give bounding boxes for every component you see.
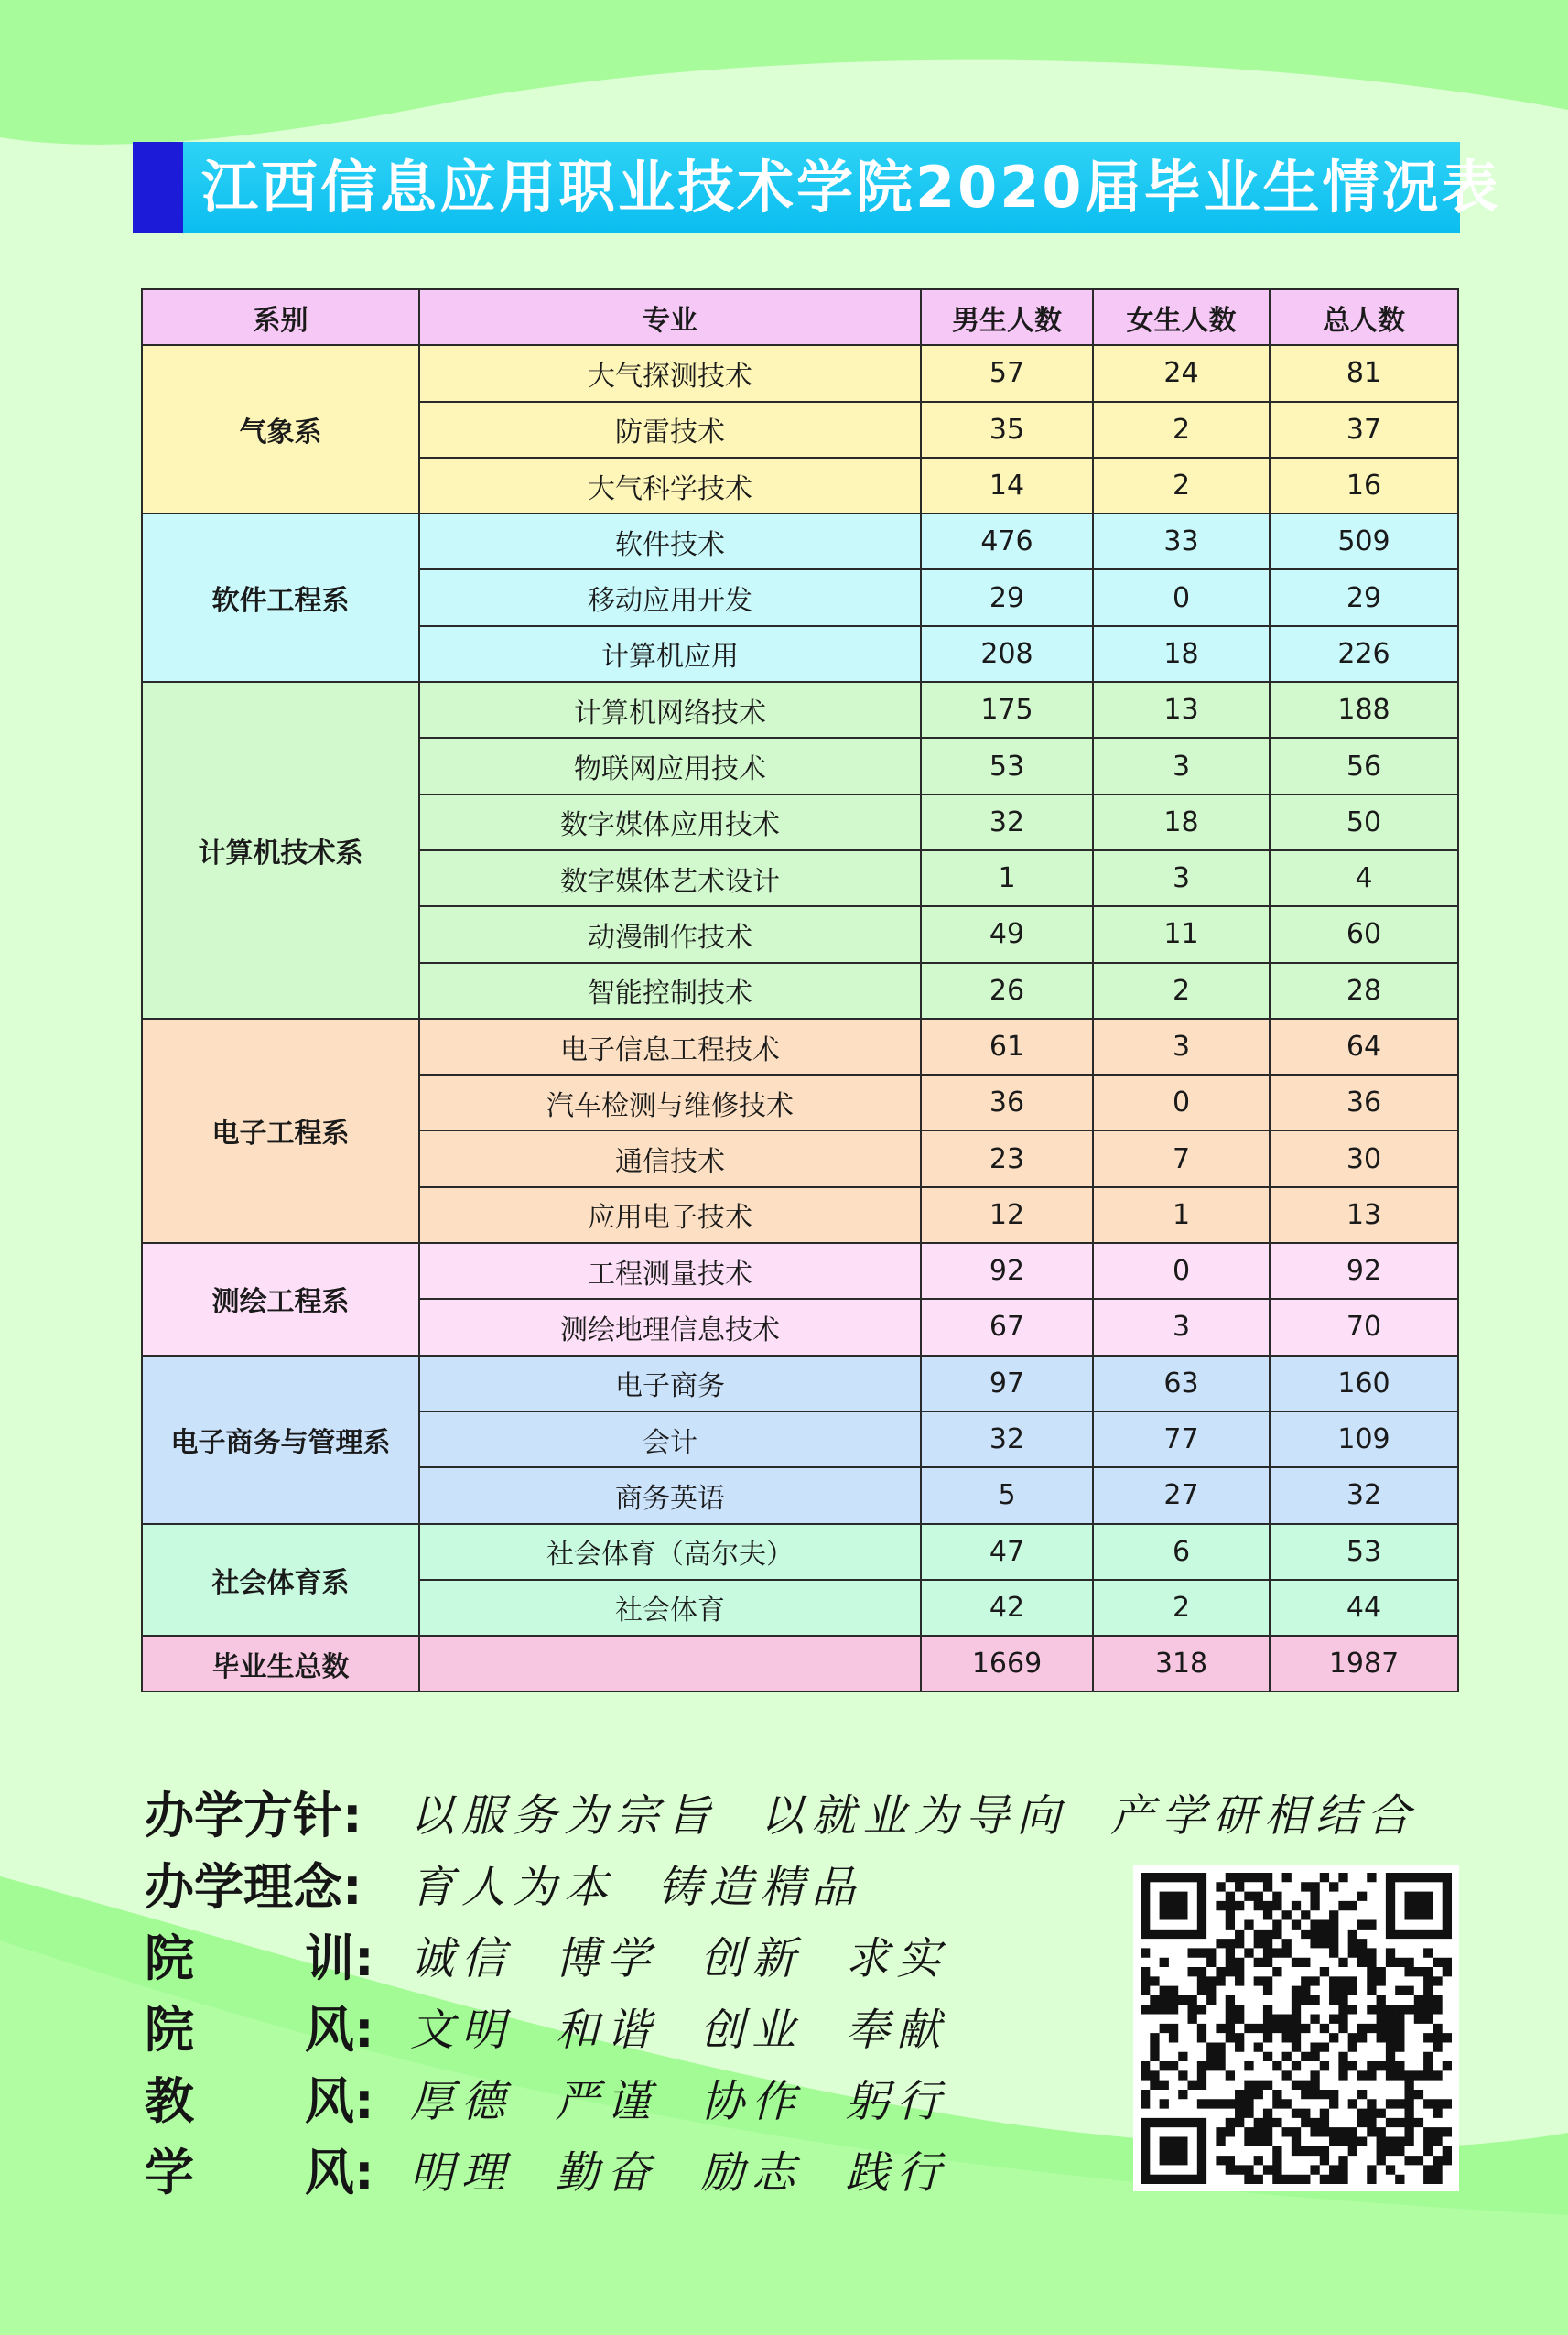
female-cell: 3 xyxy=(1093,738,1270,794)
major-cell: 应用电子技术 xyxy=(419,1187,921,1243)
department-cell: 计算机技术系 xyxy=(142,682,419,1019)
male-cell: 35 xyxy=(921,402,1093,458)
major-cell: 物联网应用技术 xyxy=(419,738,921,794)
female-cell: 7 xyxy=(1093,1130,1270,1186)
total-cell: 160 xyxy=(1270,1356,1458,1411)
total-cell: 109 xyxy=(1270,1411,1458,1467)
major-cell: 智能控制技术 xyxy=(419,963,921,1019)
major-cell: 商务英语 xyxy=(419,1467,921,1523)
major-cell: 电子信息工程技术 xyxy=(419,1019,921,1075)
female-cell: 18 xyxy=(1093,795,1270,850)
male-cell: 92 xyxy=(921,1243,1093,1299)
major-cell: 会计 xyxy=(419,1411,921,1467)
total-cell: 32 xyxy=(1270,1467,1458,1523)
total-cell: 53 xyxy=(1270,1524,1458,1580)
major-cell: 社会体育（高尔夫） xyxy=(419,1524,921,1580)
teaching-style-label-b: 风: xyxy=(305,2072,374,2130)
department-cell: 气象系 xyxy=(142,345,419,513)
female-cell: 0 xyxy=(1093,1243,1270,1299)
teaching-style-value: 厚德 严谨 协作 躬行 xyxy=(410,2076,948,2127)
total-cell: 92 xyxy=(1270,1243,1458,1299)
major-cell: 防雷技术 xyxy=(419,402,921,458)
study-style-value: 明理 勤奋 励志 践行 xyxy=(410,2147,948,2199)
idea-value: 育人为本 铸造精品 xyxy=(410,1862,863,1913)
female-cell: 3 xyxy=(1093,850,1270,906)
male-cell: 49 xyxy=(921,906,1093,962)
male-cell: 57 xyxy=(921,345,1093,401)
female-cell: 2 xyxy=(1093,458,1270,513)
female-cell: 24 xyxy=(1093,345,1270,401)
male-cell: 97 xyxy=(921,1356,1093,1411)
total-cell: 509 xyxy=(1270,513,1458,569)
total-cell: 37 xyxy=(1270,402,1458,458)
major-cell: 计算机应用 xyxy=(419,626,921,682)
qr-finder-pattern xyxy=(1404,1892,1433,1920)
male-cell: 32 xyxy=(921,1411,1093,1467)
department-cell: 社会体育系 xyxy=(142,1524,419,1637)
male-cell: 12 xyxy=(921,1187,1093,1243)
female-cell: 13 xyxy=(1093,682,1270,738)
female-cell: 27 xyxy=(1093,1467,1270,1523)
total-female: 318 xyxy=(1093,1636,1270,1692)
male-cell: 42 xyxy=(921,1580,1093,1636)
title-banner xyxy=(133,142,1501,233)
male-cell: 1 xyxy=(921,850,1093,906)
total-cell: 64 xyxy=(1270,1019,1458,1075)
school-motto-label xyxy=(145,1923,383,1994)
total-cell: 16 xyxy=(1270,458,1458,513)
male-cell: 36 xyxy=(921,1075,1093,1130)
major-cell: 软件技术 xyxy=(419,513,921,569)
total-cell: 44 xyxy=(1270,1580,1458,1636)
major-cell: 工程测量技术 xyxy=(419,1243,921,1299)
male-cell: 47 xyxy=(921,1524,1093,1580)
male-cell: 208 xyxy=(921,626,1093,682)
school-motto-value: 诚信 博学 创新 求实 xyxy=(410,1933,948,1984)
department-cell: 测绘工程系 xyxy=(142,1243,419,1356)
school-style-label-a: 院 xyxy=(145,2001,194,2059)
major-cell: 通信技术 xyxy=(419,1130,921,1186)
table-row xyxy=(142,682,1458,738)
school-style-label-b: 风: xyxy=(305,2001,374,2059)
total-cell: 13 xyxy=(1270,1187,1458,1243)
department-cell: 电子商务与管理系 xyxy=(142,1356,419,1524)
major-cell: 计算机网络技术 xyxy=(419,682,921,738)
school-style-value: 文明 和谐 创业 奉献 xyxy=(410,2005,948,2056)
header-major: 专业 xyxy=(419,289,921,345)
table-header-row xyxy=(142,289,1458,345)
graduate-table xyxy=(141,288,1459,1692)
total-cell: 70 xyxy=(1270,1299,1458,1355)
female-cell: 6 xyxy=(1093,1524,1270,1580)
major-cell: 大气探测技术 xyxy=(419,345,921,401)
table-row xyxy=(142,1524,1458,1580)
department-cell: 软件工程系 xyxy=(142,513,419,682)
female-cell: 2 xyxy=(1093,1580,1270,1636)
female-cell: 1 xyxy=(1093,1187,1270,1243)
total-all: 1987 xyxy=(1270,1636,1458,1692)
table-row xyxy=(142,345,1458,401)
total-label: 毕业生总数 xyxy=(142,1636,419,1692)
female-cell: 63 xyxy=(1093,1356,1270,1411)
study-style-label xyxy=(145,2137,383,2209)
total-cell: 56 xyxy=(1270,738,1458,794)
qr-code-icon xyxy=(1133,1865,1459,2191)
total-cell: 29 xyxy=(1270,569,1458,625)
qr-code-graphic xyxy=(1133,1865,1459,2191)
major-cell: 动漫制作技术 xyxy=(419,906,921,962)
department-cell: 电子工程系 xyxy=(142,1019,419,1243)
male-cell: 14 xyxy=(921,458,1093,513)
male-cell: 67 xyxy=(921,1299,1093,1355)
male-cell: 32 xyxy=(921,795,1093,850)
qr-finder-pattern xyxy=(1160,1892,1188,1920)
school-style-label xyxy=(145,1994,383,2066)
male-cell: 175 xyxy=(921,682,1093,738)
female-cell: 3 xyxy=(1093,1299,1270,1355)
total-cell: 4 xyxy=(1270,850,1458,906)
teaching-style-label xyxy=(145,2066,383,2137)
total-row xyxy=(142,1636,1458,1692)
table-row xyxy=(142,513,1458,569)
major-cell: 大气科学技术 xyxy=(419,458,921,513)
header-total: 总人数 xyxy=(1270,289,1458,345)
female-cell: 2 xyxy=(1093,402,1270,458)
total-male: 1669 xyxy=(921,1636,1093,1692)
female-cell: 33 xyxy=(1093,513,1270,569)
male-cell: 26 xyxy=(921,963,1093,1019)
school-motto-label-b: 训: xyxy=(305,1930,374,1987)
major-cell: 测绘地理信息技术 xyxy=(419,1299,921,1355)
major-cell: 社会体育 xyxy=(419,1580,921,1636)
male-cell: 5 xyxy=(921,1467,1093,1523)
female-cell: 2 xyxy=(1093,963,1270,1019)
total-cell: 188 xyxy=(1270,682,1458,738)
title-accent-block xyxy=(133,142,183,233)
total-cell: 30 xyxy=(1270,1130,1458,1186)
major-cell: 电子商务 xyxy=(419,1356,921,1411)
table-row xyxy=(142,1356,1458,1411)
study-style-label-b: 风: xyxy=(305,2144,374,2201)
total-cell: 50 xyxy=(1270,795,1458,850)
page-title: 江西信息应用职业技术学院2020届毕业生情况表 xyxy=(201,154,1501,221)
study-style-label-a: 学 xyxy=(145,2144,194,2201)
male-cell: 476 xyxy=(921,513,1093,569)
female-cell: 0 xyxy=(1093,1075,1270,1130)
policy-label: 办学方针: xyxy=(145,1787,362,1844)
female-cell: 77 xyxy=(1093,1411,1270,1467)
table-row xyxy=(142,1019,1458,1075)
table-row xyxy=(142,1243,1458,1299)
header-male: 男生人数 xyxy=(921,289,1093,345)
total-cell: 60 xyxy=(1270,906,1458,962)
major-cell: 移动应用开发 xyxy=(419,569,921,625)
male-cell: 53 xyxy=(921,738,1093,794)
total-cell: 28 xyxy=(1270,963,1458,1019)
female-cell: 11 xyxy=(1093,906,1270,962)
total-empty-cell xyxy=(419,1636,921,1692)
policy-value: 以服务为宗旨 以就业为导向 产学研相结合 xyxy=(410,1790,1419,1842)
header-department: 系别 xyxy=(142,289,419,345)
female-cell: 3 xyxy=(1093,1019,1270,1075)
male-cell: 29 xyxy=(921,569,1093,625)
female-cell: 0 xyxy=(1093,569,1270,625)
header-female: 女生人数 xyxy=(1093,289,1270,345)
school-motto-label-a: 院 xyxy=(145,1930,194,1987)
major-cell: 数字媒体应用技术 xyxy=(419,795,921,850)
total-cell: 36 xyxy=(1270,1075,1458,1130)
total-cell: 226 xyxy=(1270,626,1458,682)
major-cell: 汽车检测与维修技术 xyxy=(419,1075,921,1130)
idea-label: 办学理念: xyxy=(145,1858,362,1916)
male-cell: 61 xyxy=(921,1019,1093,1075)
female-cell: 18 xyxy=(1093,626,1270,682)
motto-row-policy xyxy=(145,1780,1454,1852)
major-cell: 数字媒体艺术设计 xyxy=(419,850,921,906)
qr-finder-pattern xyxy=(1160,2136,1188,2165)
teaching-style-label-a: 教 xyxy=(145,2072,194,2130)
male-cell: 23 xyxy=(921,1130,1093,1186)
total-cell: 81 xyxy=(1270,345,1458,401)
